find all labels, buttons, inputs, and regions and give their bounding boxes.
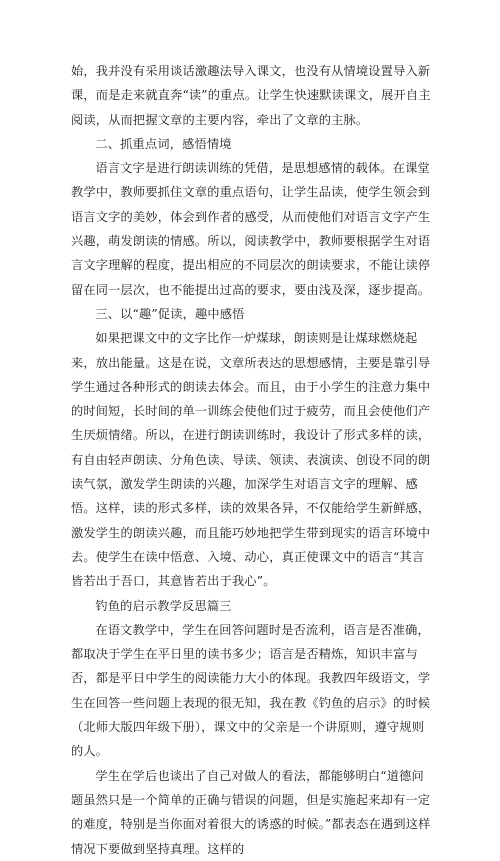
paragraph-part-3-students: 学生在学后也谈出了自己对做人的看法，都能够明白“道德问题虽然只是一个简单的正确与错误的问题，但是实施起来却有一定的难度，特别是当你面对着很大的诱惑的时候。”都表态在遇到这样情况下要做到坚持真理。这样的 (71, 768, 431, 856)
document-body (71, 59, 431, 861)
paragraph-section-2: 语言文字是进行朗读训练的凭借，是思想感情的载体。在课堂教学中，教师要抓住文章的重点语句，让学生品读，使学生领会到语言文字的美妙，体会到作者的感受，从而使他们对语言文字产生兴趣，萌发朗读的情感。所以，阅读教学中，教师要根据学生对语言文字理解的程度，提出相应的不同层次的朗读要求，不能让读停留在同一层次，也不能提出过高的要求，要由浅及深，逐步提高。 (71, 161, 431, 297)
paragraph-section-3: 如果把课文中的文字比作一炉煤球，朗读则是让煤球燃烧起来，放出能量。这是在说，文章所表达的思想感情，主要是靠引导学生通过各种形式的朗读去体会。而且，由于小学生的注意力集中的时间短，长时间的单一训练会使他们过于疲劳，而且会使他们产生厌烦情绪。所以，在进行朗读训练时，我设计了形式多样的读，有自由轻声朗读、分角色读、导读、领读、表演读、创设不同的朗读气氛，激发学生朗读的兴趣，加深学生对语言文字的理解、感悟。这样，读的形式多样，读的效果各异，不仅能给学生新鲜感，激发学生的朗读兴趣，而且能巧妙地把学生带到现实的语言环境中去。使学生在读中悟意、入境、动心，真正使课文中的语言“其言皆若出于吾口，其意皆若出于我心”。 (71, 331, 431, 589)
section-heading-3: 三、以“趣”促读，趣中感悟 (95, 306, 245, 321)
section-heading-2: 二、抓重点词，感悟情境 (95, 136, 232, 151)
paragraph-continuation: 始，我并没有采用谈话激趣法导入课文，也没有从情境设置导入新课，而是走来就直奔“读”的重点。让学生快速默读课文，展开自主阅读，从而把握文章的主要内容，牵出了文章的主脉。 (71, 64, 431, 127)
article-title-part-3: 钓鱼的启示教学反思篇三 (95, 598, 232, 613)
paragraph-part-3-intro: 在语文教学中，学生在回答问题时是否流利，语言是否准确，都取决于学生在平日里的读书多少；语言是否精炼，知识丰富与否，都是平日中学生的阅读能力大小的体现。我教四年级语文，学生在回答一些问题上表现的很无知，我在教《钓鱼的启示》的时候（北师大版四年级下册），课文中的父亲是一个讲原则，遵守规则的人。 (71, 622, 431, 759)
